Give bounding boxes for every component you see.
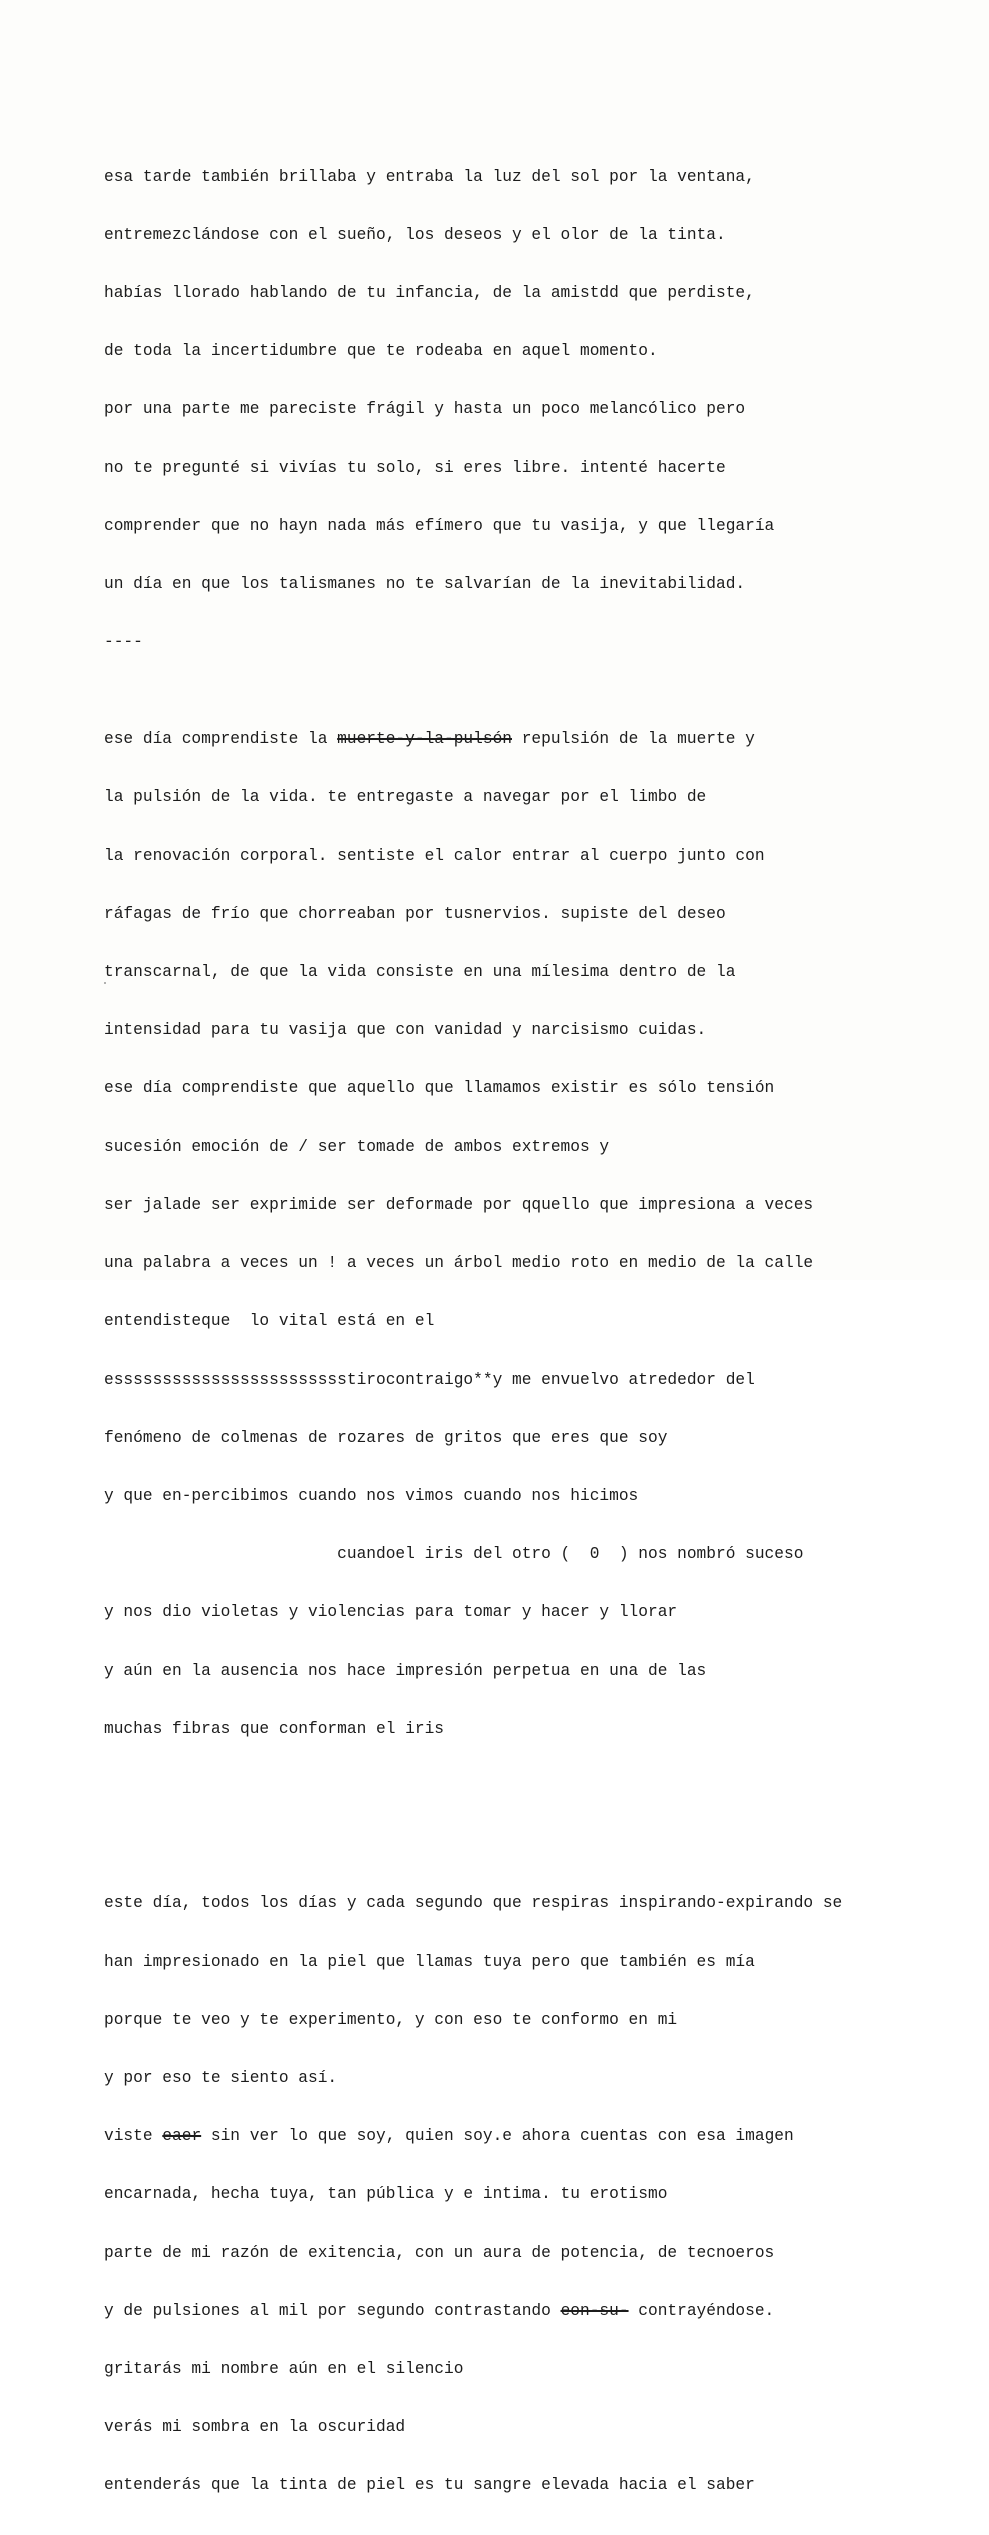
text-line: fenómeno de colmenas de rozares de gritos que eres que soy [104, 1428, 668, 1447]
text-line: parte de mi razón de exitencia, con un aura de potencia, de tecnoeros [104, 2243, 775, 2262]
text-line: entendisteque lo vital está en el [104, 1312, 435, 1331]
paper-speck [104, 982, 106, 984]
text-line: por una parte me pareciste frágil y hasta un poco melancólico pero [104, 400, 746, 419]
separator-dashes: ---- [104, 633, 143, 652]
text-line: verás mi sombra en la oscuridad [104, 2418, 406, 2437]
text-line: porque te veo y te experimento, y con eso te conformo en mi [104, 2010, 678, 2029]
paragraph-gap [104, 1797, 984, 1816]
text-line: y nos dio violetas y violencias para tomar y hacer y llorar [104, 1603, 678, 1622]
text-line: este día, todos los días y cada segundo que respiras inspirando-expirando se [104, 1894, 843, 1913]
text-line-with-strike [104, 2302, 984, 2321]
struck-text: eaer [162, 2127, 202, 2146]
line-start: ese día comprendiste la [104, 730, 338, 749]
text-line: entremezclándose con el sueño, los deseos y el olor de la tinta. [104, 225, 726, 244]
struck-text: muerte-y-la-pulsón [337, 730, 512, 749]
poem-text [104, 90, 984, 2535]
text-line: esssssssssssssssssssssssstirocontraigo**y me envuelvo atrededor del [104, 1370, 755, 1389]
text-line: y aún en la ausencia nos hace impresión perpetua en una de las [104, 1661, 707, 1680]
text-line: una palabra a veces un ! a veces un árbol medio roto en medio de la calle [104, 1254, 814, 1273]
text-line-with-strike [104, 2127, 984, 2146]
text-line: ese día comprendiste que aquello que llamamos existir es sólo tensión [104, 1079, 775, 1098]
line-end: contrayéndose. [628, 2301, 775, 2320]
text-line: encarnada, hecha tuya, tan pública y e intima. tu erotismo [104, 2185, 668, 2204]
text-line: gritarás mi nombre aún en el silencio [104, 2359, 464, 2378]
text-line: ráfagas de frío que chorreaban por tusnervios. supiste del deseo [104, 904, 726, 923]
text-line: comprender que no hayn nada más efímero que tu vasija, y que llegaría [104, 516, 775, 535]
text-line: la pulsión de la vida. te entregaste a navegar por el limbo de [104, 788, 707, 807]
line-start: y de pulsiones al mil por segundo contrastando [104, 2301, 561, 2320]
text-line: la renovación corporal. sentiste el calor entrar al cuerpo junto con [104, 846, 765, 865]
text-line: y por eso te siento así. [104, 2068, 338, 2087]
text-line: han impresionado en la piel que llamas tuya pero que también es mía [104, 1952, 755, 1971]
text-line: entenderás que la tinta de piel es tu sangre elevada hacia el saber [104, 2476, 755, 2495]
text-line: cuandoel iris del otro ( 0 ) nos nombró suceso [104, 1545, 804, 1564]
text-line: y que en-percibimos cuando nos vimos cuando nos hicimos [104, 1486, 639, 1505]
line-start: viste [104, 2127, 163, 2146]
text-line: un día en que los talismanes no te salvarían de la inevitabilidad. [104, 575, 746, 594]
text-line: sucesión emoción de / ser tomade de ambos extremos y [104, 1137, 610, 1156]
text-line: transcarnal, de que la vida consiste en una mílesima dentro de la [104, 963, 736, 982]
line-end: sin ver lo que soy, quien soy.e ahora cuentas con esa imagen [201, 2127, 794, 2146]
text-line: no te pregunté si vivías tu solo, si eres libre. intenté hacerte [104, 458, 726, 477]
text-line: intensidad para tu vasija que con vanidad y narcisismo cuidas. [104, 1021, 707, 1040]
text-line: ser jalade ser exprimide ser deformade por qquello que impresiona a veces [104, 1195, 814, 1214]
text-line: muchas fibras que conforman el iris [104, 1719, 444, 1738]
text-line-with-strike [104, 730, 984, 749]
line-end: repulsión de la muerte y [512, 730, 755, 749]
text-line: habías llorado hablando de tu infancia, de la amistdd que perdiste, [104, 284, 755, 303]
text-line: esa tarde también brillaba y entraba la luz del sol por la ventana, [104, 167, 755, 186]
struck-text: eon-su- [560, 2301, 629, 2320]
text-line: de toda la incertidumbre que te rodeaba en aquel momento. [104, 342, 658, 361]
